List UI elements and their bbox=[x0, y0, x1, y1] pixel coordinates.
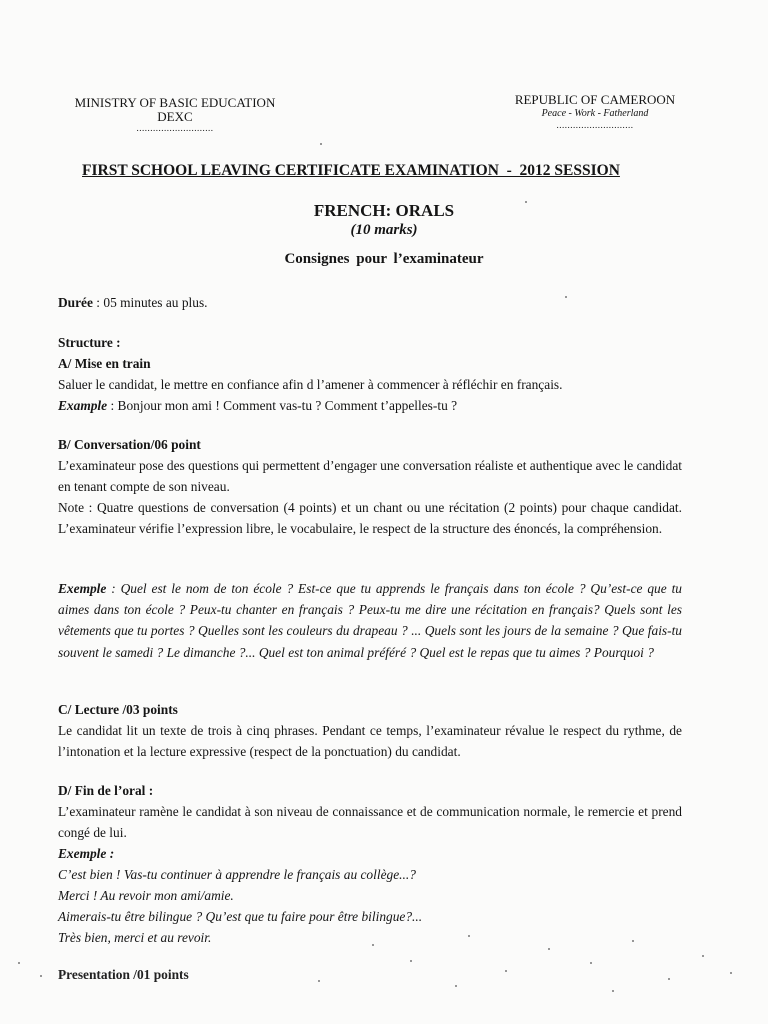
duration-label: Durée bbox=[58, 295, 93, 310]
section-d-example-line: Très bien, merci et au revoir. bbox=[58, 930, 212, 945]
section-b-example bbox=[58, 578, 682, 663]
department-name: DEXC bbox=[157, 109, 193, 124]
section-d-example-line: Aimerais-tu être bilingue ? Qu’est que tu faire pour être bilingue?... bbox=[58, 909, 423, 924]
presentation-points: Presentation /01 points bbox=[58, 967, 189, 982]
section-d-example-line: C’est bien ! Vas-tu continuer à apprendre le français au collège...? bbox=[58, 867, 416, 882]
section-b bbox=[58, 434, 682, 539]
section-c-title: C/ Lecture /03 points bbox=[58, 702, 178, 717]
section-d-text: L’examinateur ramène le candidat à son niveau de connaissance et de communication normale, le remercie et prend congé de lui. bbox=[58, 804, 682, 840]
header-left bbox=[60, 96, 290, 132]
section-d bbox=[58, 780, 682, 948]
section-a-example-label: Example bbox=[58, 398, 108, 413]
ministry-name: MINISTRY OF BASIC EDUCATION bbox=[74, 95, 276, 110]
exam-title: FIRST SCHOOL LEAVING CERTIFICATE EXAMINATION - 2012 SESSION bbox=[82, 162, 620, 179]
header-right bbox=[495, 93, 695, 129]
marks-label: (10 marks) bbox=[350, 222, 418, 238]
section-b-note: Note : Quatre questions de conversation (4 points) et un chant ou une récitation (2 points) pour chaque candidat. L’examinateur vérifie l’expression libre, le vocabulaire, le respect de la structure des énoncés, la compréhension. bbox=[58, 500, 682, 536]
section-a bbox=[58, 353, 682, 416]
section-d-example-line: Merci ! Au revoir mon ami/amie. bbox=[58, 888, 234, 903]
header-right-dots: ............................ bbox=[556, 120, 634, 130]
section-a-text: Saluer le candidat, le mettre en confiance afin d l’amener à commencer à réfléchir en français. bbox=[58, 377, 563, 392]
duration-line bbox=[58, 292, 682, 313]
section-d-example-label: Exemple : bbox=[58, 846, 115, 861]
section-b-title: B/ Conversation/06 point bbox=[58, 437, 201, 452]
section-c-text: Le candidat lit un texte de trois à cinq phrases. Pendant ce temps, l’examinateur révalue le respect du rythme, de l’intonation et la lecture expressive (respect de la ponctuation) du candidat. bbox=[58, 723, 682, 759]
national-motto: Peace - Work - Fatherland bbox=[541, 108, 649, 119]
section-a-title: A/ Mise en train bbox=[58, 356, 151, 371]
country-name: REPUBLIC OF CAMEROON bbox=[514, 92, 676, 107]
section-c bbox=[58, 699, 682, 762]
structure-label: Structure : bbox=[58, 335, 121, 350]
section-a-example bbox=[58, 395, 682, 416]
section-b-example-text: : Quel est le nom de ton école ? Est-ce que tu apprends le français dans ton école ? Qu’est-ce que tu aimes dans ton école ? Peux-tu chanter en français ? Peux-tu me dire une récitation en français? Quels sont les vêtements que tu portes ? Quelles sont les couleurs du drapeau ? ... Quels sont les jours de la semaine ? Que fais-tu souvent le samedi ? Le dimanche ?... Quel est ton animal préféré ? Quel est le repas que tu aimes ? Pourquoi ? bbox=[58, 581, 682, 660]
section-b-text: L’examinateur pose des questions qui permettent d’engager une conversation réaliste et authentique avec le candidat en tenant compte de son niveau. bbox=[58, 458, 682, 494]
section-a-example-text: : Bonjour mon ami ! Comment vas-tu ? Comment t’appelles-tu ? bbox=[107, 398, 458, 413]
duration-text: : 05 minutes au plus. bbox=[92, 295, 208, 310]
instructions-title: Consignes pour l’examinateur bbox=[284, 251, 484, 267]
header-left-dots: ............................ bbox=[136, 123, 214, 133]
section-d-title: D/ Fin de l’oral : bbox=[58, 783, 154, 798]
section-b-example-label: Exemple bbox=[58, 581, 107, 596]
subject-title: FRENCH: ORALS bbox=[313, 201, 455, 220]
